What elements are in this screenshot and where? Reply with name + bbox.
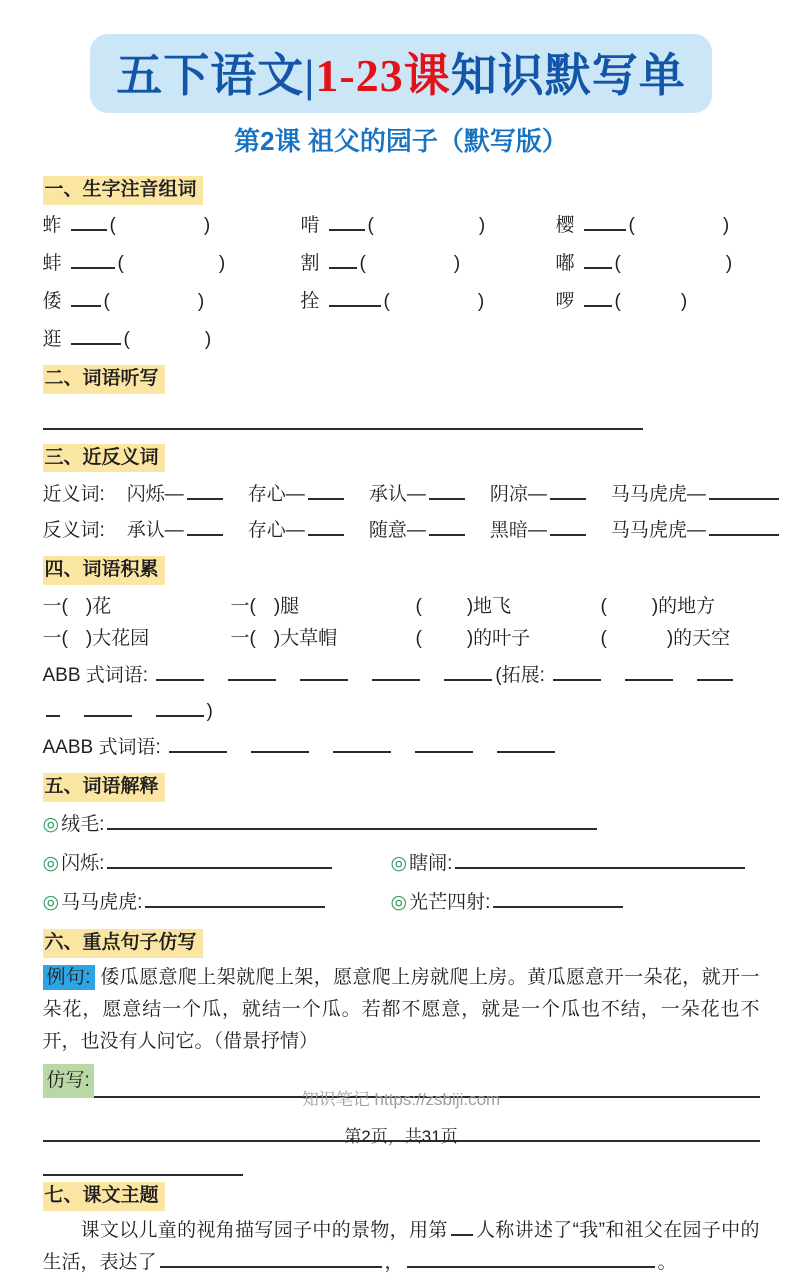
definition-item: ◎ 闪烁: (43, 847, 391, 880)
example-sentence-paragraph (43, 962, 760, 1058)
section-header-definitions: 五、词语解释 (43, 773, 165, 802)
definition-item: ◎ 瞎闹: (391, 847, 749, 880)
theme-text-2: 人称讲述了“我”和祖父在园子中的生活，表达了 (42, 1219, 760, 1273)
phrase-item: 一( )腿 (230, 596, 300, 618)
fill-blank (145, 893, 325, 908)
synonym-item: 存心— (248, 484, 347, 505)
synonym-row (43, 480, 760, 510)
section-header-synonyms: 三、近反义词 (43, 444, 165, 473)
antonym-item: 马马虎虎— (611, 520, 782, 541)
dictation-blank-line (43, 428, 643, 430)
phrase-grid-row2 (43, 623, 760, 655)
fill-blank (550, 485, 586, 500)
section-header-pinyin: 一、生字注音组词 (43, 176, 203, 205)
circle-bullet-icon: ◎ (390, 891, 408, 913)
chinese-character: 啃 (300, 214, 320, 236)
antonym-item: 承认— (127, 520, 226, 541)
site-watermark: 知识笔记 https://zsbiji.com (301, 1090, 501, 1109)
abb-extension-label: (拓展: (495, 665, 545, 687)
close-paren: ) (218, 252, 226, 274)
fill-blank (228, 666, 276, 681)
fill-blank (444, 666, 492, 681)
chinese-character: 蚌 (42, 252, 62, 274)
fill-blank (308, 485, 344, 500)
pinyin-item (43, 287, 301, 317)
pinyin-blank (329, 216, 365, 231)
synonym-item: 承认— (369, 484, 468, 505)
definition-row (43, 847, 760, 880)
phrase-item: 一( )大草帽 (230, 628, 338, 650)
pinyin-blank (329, 292, 381, 307)
fill-blank (697, 666, 733, 681)
abb-words-line2 (43, 697, 760, 727)
circle-bullet-icon: ◎ (42, 813, 60, 835)
open-paren: ( (614, 290, 621, 312)
fill-blank (709, 521, 779, 536)
fill-blank (493, 893, 623, 908)
fill-blank (156, 666, 204, 681)
pinyin-item (43, 211, 301, 241)
imitation-label: 仿写: (43, 1064, 94, 1098)
abb-label: ABB 式词语: (42, 665, 149, 687)
fill-blank (333, 738, 391, 753)
close-paren: ) (206, 701, 213, 723)
close-paren: ) (204, 328, 212, 350)
title-part-blue-left: 五下语文| (116, 50, 316, 101)
synonym-item: 闪烁— (127, 484, 226, 505)
open-paren: ( (117, 252, 124, 274)
open-paren: ( (628, 214, 635, 236)
circle-bullet-icon: ◎ (390, 852, 408, 874)
open-paren: ( (359, 252, 366, 274)
aabb-words-line (43, 733, 760, 763)
phrase-item: ( )的叶子 (415, 628, 531, 650)
open-paren: ( (614, 252, 621, 274)
close-paren: ) (478, 214, 486, 236)
example-label: 例句: (43, 965, 95, 990)
close-paren: ) (453, 252, 461, 274)
chinese-character: 啰 (555, 290, 575, 312)
pinyin-item (556, 287, 760, 317)
pinyin-item (301, 249, 556, 279)
close-paren: ) (203, 214, 211, 236)
close-paren: ) (680, 290, 688, 312)
fill-blank (46, 702, 60, 717)
definition-item: ◎ 马马虎虎: (43, 886, 391, 919)
section-header-accumulation: 四、词语积累 (43, 556, 165, 585)
fill-blank (156, 702, 204, 717)
pinyin-blank (584, 254, 612, 269)
fill-blank (407, 1253, 655, 1268)
aabb-label: AABB 式词语: (42, 737, 161, 759)
open-paren: ( (109, 214, 116, 236)
pinyin-blank (71, 216, 107, 231)
pinyin-blank (71, 254, 115, 269)
open-paren: ( (383, 290, 390, 312)
close-paren: ) (477, 290, 485, 312)
antonym-row (43, 516, 760, 546)
synonym-item: 阴凉— (490, 484, 589, 505)
definition-row (43, 886, 760, 919)
fill-blank (300, 666, 348, 681)
example-text: 倭瓜愿意爬上架就爬上架，愿意爬上房就爬上房。黄瓜愿意开一朵花，就开一朵花，愿意结一个瓜，就结一个瓜。若都不愿意，就是一个瓜也不结，一朵花也不开，也没有人问它。（借景抒情） (42, 966, 760, 1052)
pinyin-blank (584, 292, 612, 307)
open-paren: ( (367, 214, 374, 236)
chinese-character: 逛 (42, 328, 62, 350)
fill-blank (550, 521, 586, 536)
pinyin-word-grid (43, 211, 760, 355)
fill-blank (107, 854, 332, 869)
fill-blank (709, 485, 779, 500)
fill-blank (187, 485, 223, 500)
chinese-character: 嘟 (555, 252, 575, 274)
lesson-subtitle: 第2课 祖父的园子（默写版） (234, 126, 568, 156)
chinese-character: 蚱 (42, 214, 62, 236)
fill-blank (415, 738, 473, 753)
definition-row (43, 808, 760, 841)
chinese-character: 倭 (42, 290, 62, 312)
phrase-item: ( )地飞 (415, 596, 512, 618)
page-title-banner (90, 34, 711, 113)
section-header-sentence-imitation: 六、重点句子仿写 (43, 929, 203, 958)
pinyin-blank (584, 216, 626, 231)
close-paren: ) (197, 290, 205, 312)
fill-blank (308, 521, 344, 536)
comma: ， (384, 1251, 404, 1273)
fill-blank (372, 666, 420, 681)
pinyin-blank (71, 292, 101, 307)
open-paren: ( (123, 328, 130, 350)
title-part-red: 1-23课 (315, 50, 451, 101)
fill-blank-line-short (43, 1174, 243, 1176)
pinyin-item (301, 211, 556, 241)
antonym-item: 随意— (369, 520, 468, 541)
theme-paragraph (43, 1215, 760, 1279)
fill-blank (84, 702, 132, 717)
pinyin-item (556, 211, 760, 241)
chinese-character: 拴 (300, 290, 320, 312)
chinese-character: 割 (300, 252, 320, 274)
section-header-dictation: 二、词语听写 (43, 365, 165, 394)
fill-blank (497, 738, 555, 753)
pinyin-item (301, 287, 556, 317)
fill-blank (553, 666, 601, 681)
pinyin-blank (329, 254, 357, 269)
pinyin-item (556, 249, 760, 279)
pinyin-blank (71, 330, 121, 345)
worksheet-page (5, 34, 798, 1273)
phrase-item: 一( )花 (42, 596, 112, 618)
close-paren: ) (725, 252, 733, 274)
fill-blank (160, 1253, 382, 1268)
pinyin-item (43, 249, 301, 279)
fill-blank (451, 1221, 473, 1236)
synonym-item: 马马虎虎— (611, 484, 782, 505)
fill-blank (169, 738, 227, 753)
theme-text-1: 课文以儿童的视角描写园子中的景物，用第 (80, 1219, 448, 1241)
synonym-label: 近义词: (42, 484, 105, 506)
circle-bullet-icon: ◎ (42, 891, 60, 913)
fill-blank (625, 666, 673, 681)
definition-item: ◎ 光芒四射: (391, 886, 627, 919)
period: 。 (657, 1251, 677, 1273)
fill-blank (429, 521, 465, 536)
fill-blank (187, 521, 223, 536)
close-paren: ) (722, 214, 730, 236)
antonym-label: 反义词: (42, 520, 105, 542)
fill-blank (107, 815, 597, 830)
fill-blank (251, 738, 309, 753)
title-part-blue-right: 知识默写单 (450, 50, 686, 101)
circle-bullet-icon: ◎ (42, 852, 60, 874)
phrase-item: ( )的天空 (600, 628, 731, 650)
fill-blank (429, 485, 465, 500)
phrase-grid-row1 (43, 591, 760, 623)
open-paren: ( (103, 290, 110, 312)
phrase-item: 一( )大花园 (42, 628, 150, 650)
chinese-character: 樱 (555, 214, 575, 236)
fill-blank (455, 854, 745, 869)
section-header-theme: 七、课文主题 (43, 1182, 165, 1211)
antonym-item: 存心— (248, 520, 347, 541)
pinyin-item (43, 325, 301, 355)
page-number: 第2页，共31页 (344, 1127, 458, 1146)
definition-item: ◎ 绒毛: (43, 808, 601, 841)
antonym-item: 黑暗— (490, 520, 589, 541)
abb-words-line1 (43, 661, 760, 691)
phrase-item: ( )的地方 (600, 596, 716, 618)
